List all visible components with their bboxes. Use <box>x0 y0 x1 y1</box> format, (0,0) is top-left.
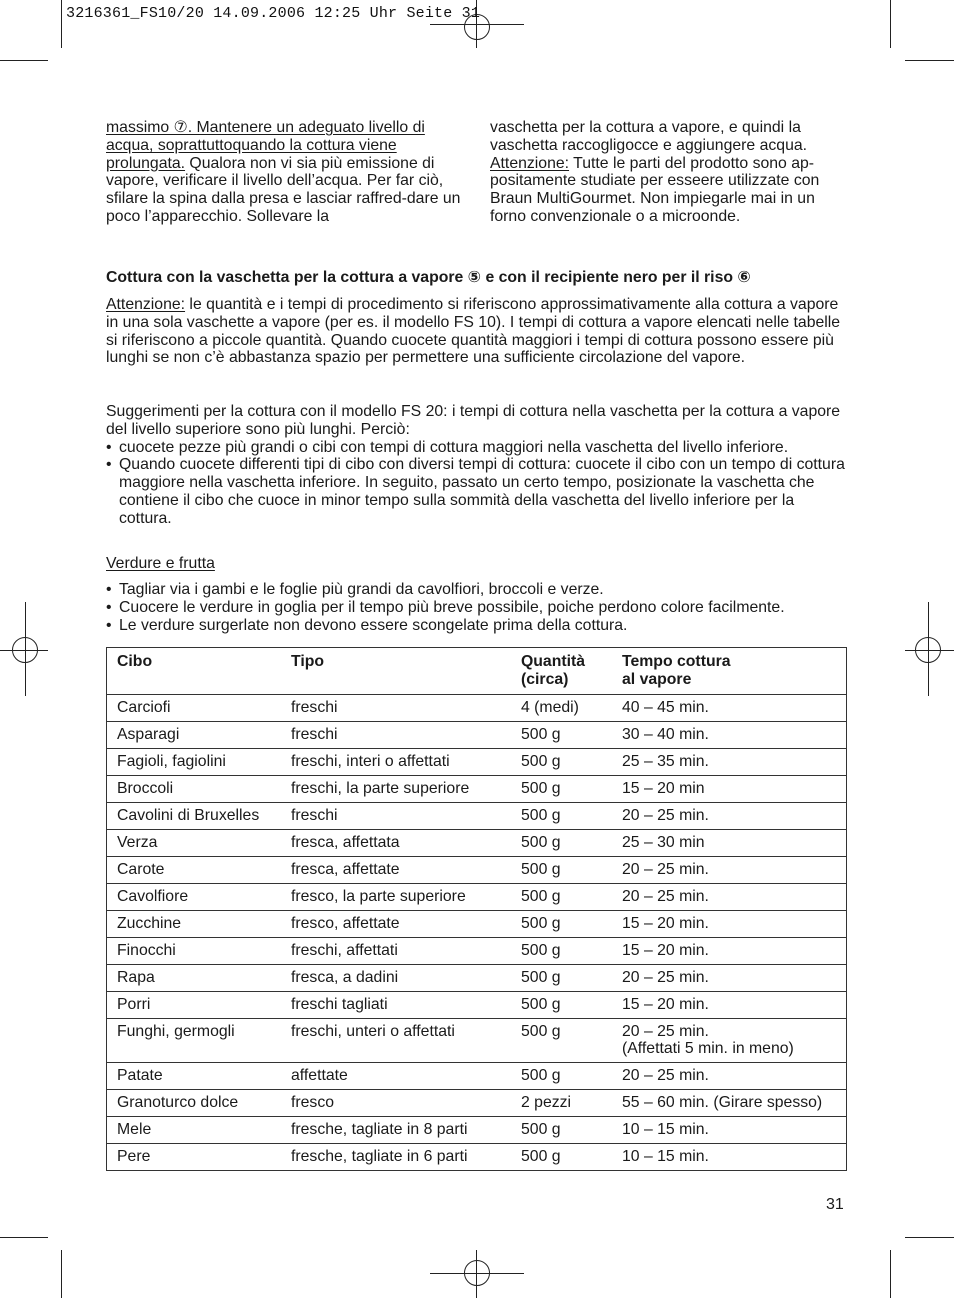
cell-cibo: Zucchine <box>107 910 282 937</box>
cell-tempo: 15 – 20 min. <box>612 991 847 1018</box>
veg-bullet: • Tagliar via i gambi e le foglie più grandi da cavolfiori, broccoli e verze. <box>106 581 851 599</box>
veg-section-title: Verdure e frutta <box>106 555 215 572</box>
table-row <box>107 748 847 775</box>
cell-tipo: freschi, unteri o affettati <box>281 1018 511 1063</box>
page-number: 31 <box>826 1196 844 1213</box>
cell-quantita: 500 g <box>511 721 612 748</box>
header-tipo: Tipo <box>281 648 511 695</box>
cell-cibo: Finocchi <box>107 937 282 964</box>
table-row <box>107 1018 847 1063</box>
cell-quantita: 500 g <box>511 1063 612 1090</box>
cell-tempo: 20 – 25 min. <box>612 856 847 883</box>
cell-cibo: Asparagi <box>107 721 282 748</box>
cell-tempo: 55 – 60 min. (Girare spesso) <box>612 1090 847 1117</box>
cell-cibo: Funghi, germogli <box>107 1018 282 1063</box>
right-column-attention-label: Attenzione: <box>490 154 570 172</box>
suggestions-block <box>106 403 851 528</box>
veg-bullet: • Cuocere le verdure in goglia per il tempo più breve possibile, poiche perdono colore facilmente. <box>106 599 851 617</box>
table-row <box>107 991 847 1018</box>
suggestion-bullet: • cuocete pezze più grandi o cibi con tempi di cottura maggiori nella vaschetta del livello inferiore. <box>106 439 851 457</box>
cell-cibo: Fagioli, fagiolini <box>107 748 282 775</box>
left-column <box>106 119 462 226</box>
table-row <box>107 694 847 721</box>
table-row <box>107 910 847 937</box>
cooking-times-table <box>106 647 847 1171</box>
cell-tipo: affettate <box>281 1063 511 1090</box>
cell-tipo: freschi <box>281 802 511 829</box>
cell-cibo: Cavolini di Bruxelles <box>107 802 282 829</box>
cell-quantita: 500 g <box>511 964 612 991</box>
cell-tempo: 20 – 25 min. <box>612 964 847 991</box>
cell-tipo: fresche, tagliate in 6 parti <box>281 1144 511 1171</box>
cell-quantita: 500 g <box>511 1144 612 1171</box>
cell-cibo: Carote <box>107 856 282 883</box>
veg-bullet: • Le verdure surgerlate non devono essere scongelate prima della cottura. <box>106 617 851 635</box>
header-cibo: Cibo <box>107 648 282 695</box>
cell-tipo: fresca, affettate <box>281 856 511 883</box>
cell-tempo: 40 – 45 min. <box>612 694 847 721</box>
cell-quantita: 500 g <box>511 802 612 829</box>
table-row <box>107 964 847 991</box>
suggestion-bullet: • Quando cuocete differenti tipi di cibo con diversi tempi di cottura: cuocete il cibo con un tempo di cottura maggiore nella vaschetta inferiore. In seguito, passato un certo tempo, posizionate la vaschetta che contiene il cibo che cuoce in minor tempo sulla sommità della vaschetta del livello inferiore per la cottura. <box>106 456 851 527</box>
attention-label: Attenzione: <box>106 296 186 313</box>
cell-tempo: 20 – 25 min. (Affettati 5 min. in meno) <box>612 1018 847 1063</box>
cell-tempo: 20 – 25 min. <box>612 883 847 910</box>
header-tempo: Tempo cottura al vapore <box>612 648 847 695</box>
table-row <box>107 1063 847 1090</box>
cell-tipo: fresche, tagliate in 8 parti <box>281 1117 511 1144</box>
cell-tempo: 25 – 30 min <box>612 829 847 856</box>
table-row <box>107 1090 847 1117</box>
cell-quantita: 500 g <box>511 1018 612 1063</box>
left-column-text: Qualora non vi sia più emissione di vapore, verificare il livello dell’acqua. Per far ciò, sfilare la spina dalla presa e lasciar raffred-dare un poco l’apparecchio. Sollevare la <box>106 154 461 225</box>
cell-tipo: freschi, la parte superiore <box>281 775 511 802</box>
table-row <box>107 775 847 802</box>
cell-cibo: Granoturco dolce <box>107 1090 282 1117</box>
cell-quantita: 500 g <box>511 856 612 883</box>
cell-tempo: 20 – 25 min. <box>612 1063 847 1090</box>
attention-text: le quantità e i tempi di procedimento si riferiscono approssimativamente alla cottura a vapore in una sola vaschette a vapore (per es. il modello FS 10). I tempi di cottura a vapore elencati nelle tabelle si riferiscono a piccole quantità. Quando cuocete quantità maggiori i tempi di cottura possono essere più lunghi se non c’è abbastanza spazio per permettere una sufficiente circolazione del vapore. <box>106 296 841 367</box>
header-quantita: Quantità (circa) <box>511 648 612 695</box>
cell-tipo: freschi <box>281 721 511 748</box>
cell-quantita: 500 g <box>511 910 612 937</box>
veg-bullets <box>106 581 851 634</box>
table-row <box>107 1144 847 1171</box>
table-row <box>107 721 847 748</box>
suggestions-intro: Suggerimenti per la cottura con il modello FS 20: i tempi di cottura nella vaschetta per la cottura a vapore del livello superiore sono più lunghi. Perciò: <box>106 403 841 438</box>
cell-cibo: Patate <box>107 1063 282 1090</box>
cell-tempo: 10 – 15 min. <box>612 1144 847 1171</box>
table-row <box>107 856 847 883</box>
cell-tipo: fresco <box>281 1090 511 1117</box>
cell-quantita: 4 (medi) <box>511 694 612 721</box>
cell-tipo: fresca, a dadini <box>281 964 511 991</box>
cell-tempo: 15 – 20 min. <box>612 910 847 937</box>
right-column-text-1: vaschetta per la cottura a vapore, e quindi la vaschetta raccogligocce e aggiungere acqua. <box>490 119 808 154</box>
cell-tempo: 30 – 40 min. <box>612 721 847 748</box>
cell-quantita: 500 g <box>511 937 612 964</box>
cell-quantita: 500 g <box>511 1117 612 1144</box>
table-header-row <box>107 648 847 695</box>
cell-cibo: Carciofi <box>107 694 282 721</box>
attention-paragraph <box>106 296 851 367</box>
cell-quantita: 500 g <box>511 748 612 775</box>
table-row <box>107 937 847 964</box>
cell-cibo: Cavolfiore <box>107 883 282 910</box>
table-row <box>107 883 847 910</box>
cell-tipo: freschi tagliati <box>281 991 511 1018</box>
cell-tipo: fresco, la parte superiore <box>281 883 511 910</box>
section-heading: Cottura con la vaschetta per la cottura a vapore ⑤ e con il recipiente nero per il riso ⑥ <box>106 269 751 286</box>
cell-tempo: 25 – 35 min. <box>612 748 847 775</box>
table-row <box>107 1117 847 1144</box>
table-row <box>107 829 847 856</box>
cell-quantita: 500 g <box>511 991 612 1018</box>
cell-quantita: 500 g <box>511 775 612 802</box>
cell-tempo: 20 – 25 min. <box>612 802 847 829</box>
cell-tempo: 15 – 20 min <box>612 775 847 802</box>
table-row <box>107 802 847 829</box>
cell-tipo: fresco, affettate <box>281 910 511 937</box>
cell-tipo: freschi <box>281 694 511 721</box>
cell-tempo: 15 – 20 min. <box>612 937 847 964</box>
cell-cibo: Porri <box>107 991 282 1018</box>
cell-tempo: 10 – 15 min. <box>612 1117 847 1144</box>
cell-cibo: Verza <box>107 829 282 856</box>
cell-tipo: freschi, interi o affettati <box>281 748 511 775</box>
cell-quantita: 2 pezzi <box>511 1090 612 1117</box>
cell-cibo: Pere <box>107 1144 282 1171</box>
cell-tipo: freschi, affettati <box>281 937 511 964</box>
left-column-underlined: massimo ⑦. Mantenere un adeguato livello di acqua, soprattuttoquando la cottura viene prolungata. <box>106 119 425 172</box>
right-column <box>490 119 846 226</box>
cell-quantita: 500 g <box>511 829 612 856</box>
cell-cibo: Rapa <box>107 964 282 991</box>
right-column-text-2: Tutte le parti del prodotto sono ap-positamente studiate per esseere utilizzate con Braun MultiGourmet. Non impiegarle mai in un forno convenzionale o a microonde. <box>490 154 820 225</box>
cell-tipo: fresca, affettata <box>281 829 511 856</box>
print-header: 3216361_FS10/20 14.09.2006 12:25 Uhr Seite 31 <box>66 5 481 22</box>
cell-cibo: Broccoli <box>107 775 282 802</box>
cell-quantita: 500 g <box>511 883 612 910</box>
cell-cibo: Mele <box>107 1117 282 1144</box>
